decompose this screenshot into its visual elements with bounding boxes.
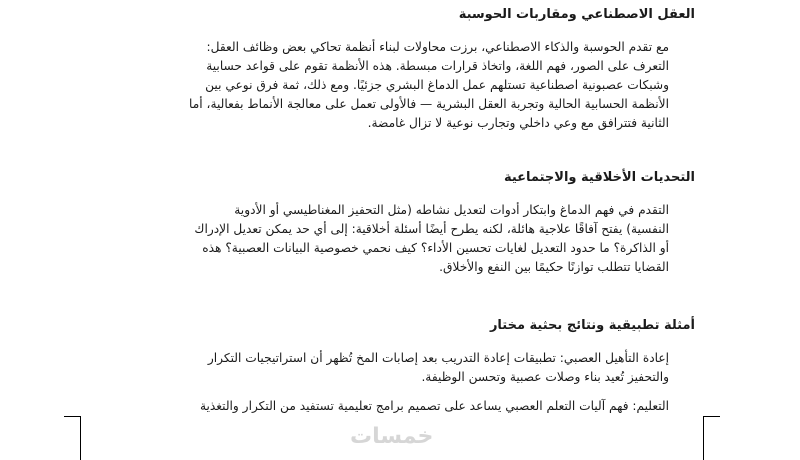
document-body: [95, 6, 695, 416]
paragraph-line: مع تقدم الحوسبة والذكاء الاصطناعي، برزت محاولات لبناء أنظمة تحاكي بعض وظائف العقل:: [206, 40, 669, 54]
paragraph-line: أو الذاكرة؟ ما حدود التعديل لغايات تحسين الأداء؟ كيف نحمي خصوصية البيانات العصبية؟ هذه: [202, 241, 669, 255]
paragraph-line: التقدم في فهم الدماغ وابتكار أدوات لتعديل نشاطه (مثل التحفيز المغناطيسي أو الأدوية: [234, 203, 669, 217]
crop-mark-left-v: [80, 416, 81, 460]
paragraph-line: الثانية فتترافق مع وعي داخلي وتجارب نوعية لا تزال غامضة.: [367, 116, 669, 130]
section-heading-ai: العقل الاصطناعي ومقاربات الحوسبة: [458, 7, 695, 22]
paragraph-line: التعرف على الصور، فهم اللغة، واتخاذ قرارات مبسطة. هذه الأنظمة تقوم على قواعد حسابية: [206, 59, 669, 73]
watermark-logo: خمسات: [350, 424, 434, 449]
section-paragraph: [95, 38, 669, 133]
section-paragraph: [95, 201, 669, 277]
paragraph-line: الأنظمة الحسابية الحالية وتجربة العقل البشرية — فالأولى تعمل على معالجة الأنماط بفعالية، أما: [189, 97, 669, 111]
crop-mark-right-v: [703, 416, 704, 460]
crop-mark-left-h: [64, 416, 81, 417]
paragraph-line: التعليم: فهم آليات التعلم العصبي يساعد على تصميم برامج تعليمية تستفيد من التكرار والتغذية: [199, 399, 669, 413]
section-paragraph: [95, 349, 669, 387]
crop-mark-right-h: [703, 416, 720, 417]
section-heading-ethics: التحديات الأخلاقية والاجتماعية: [503, 170, 695, 185]
paragraph-line: إعادة التأهيل العصبي: تطبيقات إعادة التدريب بعد إصابات المخ تُظهر أن استراتيجيات التكرار: [207, 351, 669, 365]
paragraph-line: والتحفيز تُعيد بناء وصلات عصبية وتحسن الوظيفة.: [421, 370, 669, 384]
section-heading-examples: أمثلة تطبيقية ونتائج بحثية مختار: [489, 318, 695, 333]
paragraph-line: النفسية) يفتح آفاقًا علاجية هائلة، لكنه يطرح أيضًا أسئلة أخلاقية: إلى أي حد يمكن تعديل الإدراك: [194, 222, 669, 236]
section-paragraph: [95, 397, 669, 416]
paragraph-line: وشبكات عصبونية اصطناعية تستلهم عمل الدماغ البشري جزئيًا. ومع ذلك، ثمة فرق نوعي بين: [205, 78, 669, 92]
paragraph-line: القضايا تتطلب توازنًا حكيمًا بين النفع والأخلاق.: [439, 260, 669, 274]
